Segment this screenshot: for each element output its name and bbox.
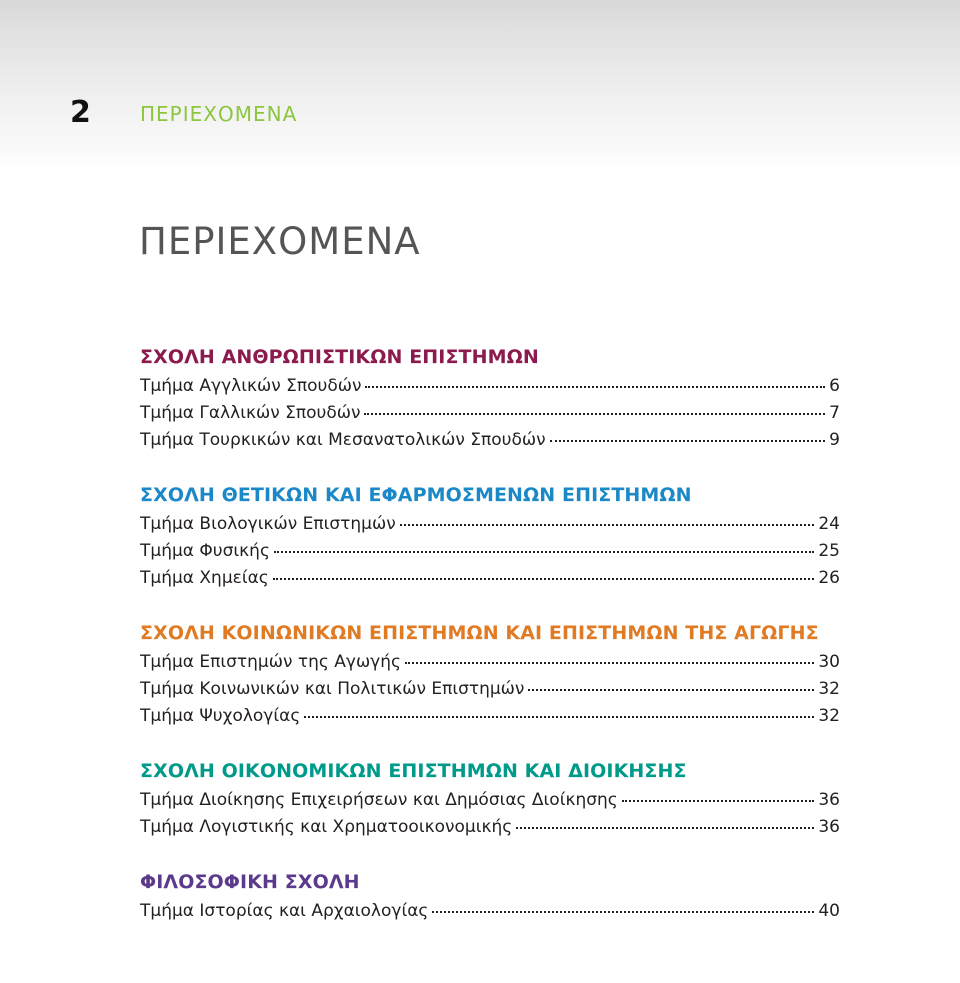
toc-entry-label: Τμήμα Ιστορίας και Αρχαιολογίας — [140, 901, 429, 921]
dot-leader — [274, 551, 814, 553]
toc-entry-page: 32 — [818, 679, 840, 699]
toc-entry-label: Τμήμα Αγγλικών Σπουδών — [140, 376, 362, 396]
running-title: ΠΕΡΙΕΧΟΜΕΝΑ — [140, 102, 298, 126]
toc-entry-page: 36 — [818, 817, 840, 837]
toc-entry[interactable] — [140, 511, 840, 538]
page-title: ΠΕΡΙΕΧΟΜΕΝΑ — [139, 220, 421, 263]
section-heading: ΣΧΟΛΗ ΘΕΤΙΚΩΝ ΚΑΙ ΕΦΑΡΜΟΣΜΕΝΩΝ ΕΠΙΣΤΗΜΩΝ — [140, 484, 692, 506]
toc-entry[interactable] — [140, 649, 840, 676]
toc-entry-page: 9 — [829, 430, 840, 450]
toc-entry[interactable] — [140, 373, 840, 400]
dot-leader — [304, 716, 814, 718]
toc-section — [140, 480, 840, 592]
dot-leader — [400, 524, 815, 526]
header-band — [0, 0, 960, 175]
table-of-contents — [140, 342, 840, 951]
toc-entry[interactable] — [140, 427, 840, 454]
toc-entry-label: Τμήμα Χημείας — [140, 568, 269, 588]
toc-entry-page: 36 — [818, 790, 840, 810]
toc-entry[interactable] — [140, 898, 840, 925]
toc-entry[interactable] — [140, 538, 840, 565]
toc-entry[interactable] — [140, 703, 840, 730]
toc-entry[interactable] — [140, 814, 840, 841]
toc-entry[interactable] — [140, 787, 840, 814]
toc-entry-label: Τμήμα Φυσικής — [140, 541, 270, 561]
section-heading: ΣΧΟΛΗ ΚΟΙΝΩΝΙΚΩΝ ΕΠΙΣΤΗΜΩΝ ΚΑΙ ΕΠΙΣΤΗΜΩΝ ΤΗΣ ΑΓΩΓΗΣ — [140, 622, 819, 644]
dot-leader — [364, 413, 825, 415]
dot-leader — [405, 662, 814, 664]
page-number: 2 — [70, 95, 91, 130]
dot-leader — [550, 440, 826, 442]
toc-entry-label: Τμήμα Γαλλικών Σπουδών — [140, 403, 361, 423]
section-heading: ΦΙΛΟΣΟΦΙΚΗ ΣΧΟΛΗ — [140, 871, 360, 893]
toc-entry-label: Τμήμα Τουρκικών και Μεσανατολικών Σπουδών — [140, 430, 546, 450]
toc-entry[interactable] — [140, 565, 840, 592]
dot-leader — [432, 911, 814, 913]
toc-entry-label: Τμήμα Κοινωνικών και Πολιτικών Επιστημών — [140, 679, 525, 699]
toc-entry-page: 26 — [818, 568, 840, 588]
toc-entry-page: 32 — [818, 706, 840, 726]
toc-section — [140, 756, 840, 841]
dot-leader — [516, 827, 814, 829]
dot-leader — [528, 689, 814, 691]
toc-entry-label: Τμήμα Διοίκησης Επιχειρήσεων και Δημόσιας Διοίκησης — [140, 790, 618, 810]
toc-entry-page: 7 — [829, 403, 840, 423]
toc-entry-label: Τμήμα Βιολογικών Επιστημών — [140, 514, 396, 534]
toc-entry-page: 40 — [818, 901, 840, 921]
toc-entry-page: 30 — [818, 652, 840, 672]
toc-section — [140, 867, 840, 925]
toc-entry-label: Τμήμα Λογιστικής και Χρηματοοικονομικής — [140, 817, 513, 837]
section-heading: ΣΧΟΛΗ ΟΙΚΟΝΟΜΙΚΩΝ ΕΠΙΣΤΗΜΩΝ ΚΑΙ ΔΙΟΙΚΗΣΗΣ — [140, 760, 687, 782]
dot-leader — [622, 800, 815, 802]
toc-entry-page: 6 — [829, 376, 840, 396]
toc-entry-label: Τμήμα Επιστημών της Αγωγής — [140, 652, 401, 672]
toc-entry[interactable] — [140, 676, 840, 703]
section-heading: ΣΧΟΛΗ ΑΝΘΡΩΠΙΣΤΙΚΩΝ ΕΠΙΣΤΗΜΩΝ — [140, 346, 539, 368]
toc-entry-page: 24 — [818, 514, 840, 534]
dot-leader — [273, 578, 815, 580]
toc-section — [140, 618, 840, 730]
toc-entry-label: Τμήμα Ψυχολογίας — [140, 706, 301, 726]
toc-entry[interactable] — [140, 400, 840, 427]
dot-leader — [365, 386, 825, 388]
toc-section — [140, 342, 840, 454]
toc-entry-page: 25 — [818, 541, 840, 561]
